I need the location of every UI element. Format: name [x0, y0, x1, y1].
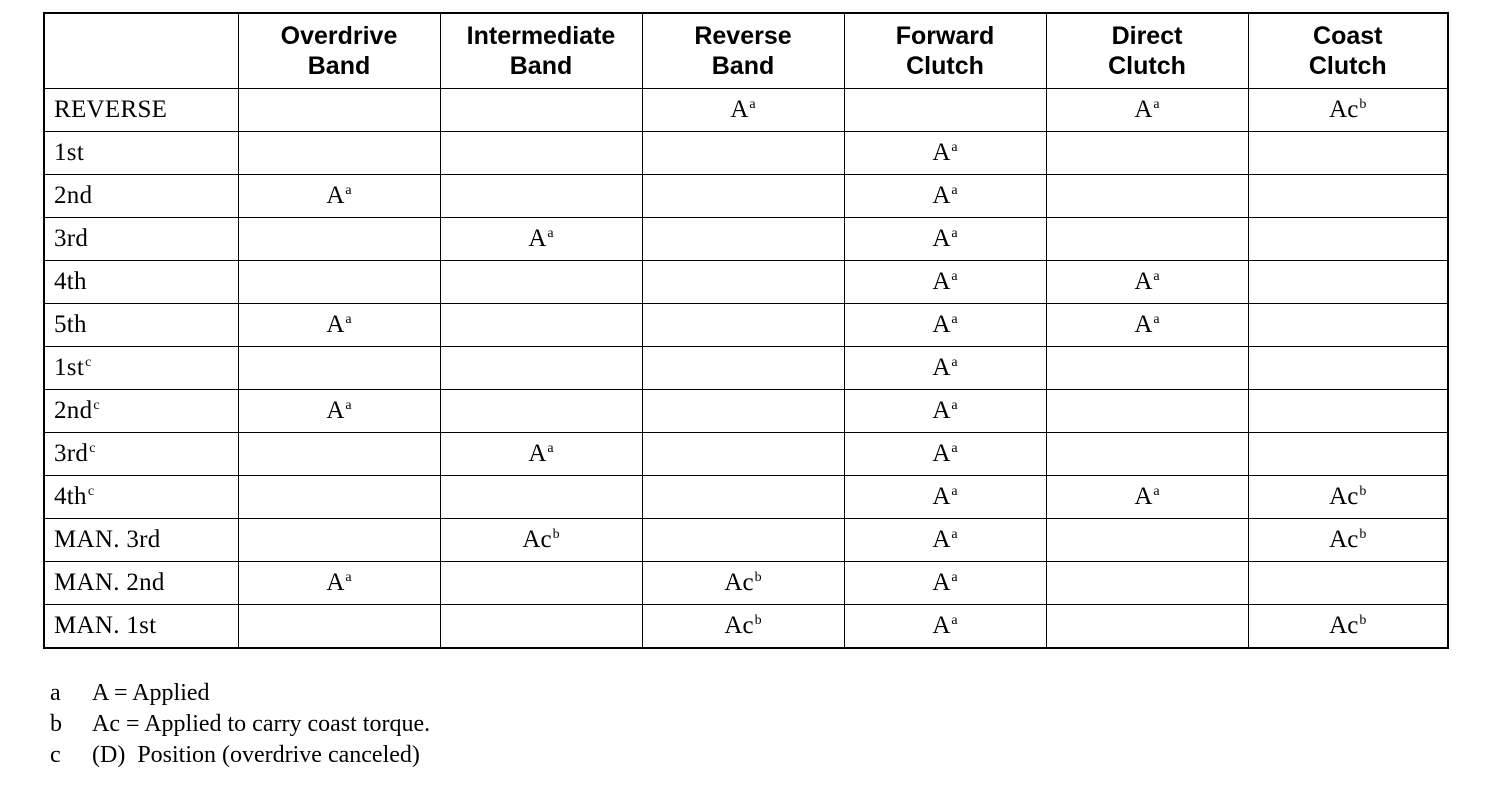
header-row: [44, 13, 1448, 89]
table-cell: [238, 519, 440, 562]
table-cell: [1248, 175, 1448, 218]
cell-value: Ac: [522, 526, 552, 553]
table-cell: [1046, 390, 1248, 433]
footnote-marker: b: [1359, 527, 1367, 542]
table-cell: [1248, 605, 1448, 649]
table-cell: [1248, 304, 1448, 347]
footnote-marker: a: [1153, 269, 1160, 284]
footnote-marker: b: [552, 527, 560, 542]
footnote-marker: a: [951, 527, 958, 542]
table-cell: [642, 89, 844, 132]
table-cell: [642, 562, 844, 605]
table-cell: [642, 605, 844, 649]
column-header-line: Band: [509, 52, 573, 80]
row-label: [44, 89, 238, 132]
column-header: [440, 13, 642, 89]
footnote-line: [50, 709, 430, 740]
table-row: [44, 476, 1448, 519]
cell-value: A: [528, 440, 547, 467]
table-cell: [238, 476, 440, 519]
footnote-marker: a: [345, 183, 352, 198]
table-cell: [440, 175, 642, 218]
table-row: [44, 347, 1448, 390]
table-cell: [1046, 175, 1248, 218]
footnote-key: c: [50, 742, 61, 768]
footnote-marker: a: [345, 398, 352, 413]
table-cell: [844, 218, 1046, 261]
table-cell: [440, 347, 642, 390]
cell-value: A: [932, 397, 951, 424]
row-label-text: 4th: [54, 483, 87, 510]
table-cell: [642, 132, 844, 175]
column-header: [642, 13, 844, 89]
table-cell: [1248, 476, 1448, 519]
table-cell: [844, 519, 1046, 562]
footnote-key: a: [50, 680, 61, 706]
table-cell: [1248, 132, 1448, 175]
column-header: [238, 13, 440, 89]
cell-value: A: [326, 311, 345, 338]
cell-value: A: [932, 354, 951, 381]
table-cell: [238, 132, 440, 175]
cell-value: Ac: [1329, 483, 1359, 510]
apply-chart-table: [43, 12, 1449, 649]
footnote-marker: a: [951, 570, 958, 585]
table-row: [44, 562, 1448, 605]
cell-value: A: [932, 612, 951, 639]
table-cell: [642, 433, 844, 476]
row-label: [44, 175, 238, 218]
cell-value: A: [932, 526, 951, 553]
table-cell: [238, 218, 440, 261]
cell-value: A: [932, 483, 951, 510]
table-cell: [238, 175, 440, 218]
table-cell: [844, 89, 1046, 132]
cell-value: A: [932, 311, 951, 338]
footnote-line: [50, 678, 430, 709]
table-cell: [844, 433, 1046, 476]
row-label: [44, 347, 238, 390]
column-header: [1248, 13, 1448, 89]
footnote-text: (D) Position (overdrive canceled): [92, 742, 420, 768]
cell-value: A: [932, 268, 951, 295]
footnote-marker: b: [1359, 484, 1367, 499]
row-label-text: MAN. 1st: [54, 612, 157, 639]
column-header: [844, 13, 1046, 89]
table-cell: [238, 562, 440, 605]
cell-value: A: [1134, 96, 1153, 123]
footnote-marker: c: [89, 441, 96, 456]
footnote-marker: b: [1359, 613, 1367, 628]
row-label: [44, 605, 238, 649]
table-cell: [238, 304, 440, 347]
table-row: [44, 175, 1448, 218]
table-cell: [844, 390, 1046, 433]
cell-value: A: [932, 182, 951, 209]
table-cell: [844, 605, 1046, 649]
column-header-line: Clutch: [1308, 52, 1387, 80]
table-cell: [642, 304, 844, 347]
table-cell: [440, 218, 642, 261]
table-cell: [238, 433, 440, 476]
row-label-text: 2nd: [54, 182, 93, 209]
table-cell: [844, 304, 1046, 347]
table-row: [44, 132, 1448, 175]
row-label-text: 5th: [54, 311, 87, 338]
column-header-line: Clutch: [1108, 52, 1186, 80]
cell-value: A: [528, 225, 547, 252]
table-cell: [440, 605, 642, 649]
table-cell: [440, 89, 642, 132]
footnote-marker: a: [1153, 312, 1160, 327]
table-row: [44, 218, 1448, 261]
table-cell: [1248, 347, 1448, 390]
table-cell: [1046, 218, 1248, 261]
footnote-marker: a: [345, 570, 352, 585]
table-cell: [844, 132, 1046, 175]
table-cell: [642, 218, 844, 261]
footnote-marker: a: [951, 140, 958, 155]
table-cell: [1248, 390, 1448, 433]
table-cell: [440, 433, 642, 476]
footnote-marker: b: [754, 570, 762, 585]
table-cell: [1046, 132, 1248, 175]
column-header-line: Clutch: [906, 52, 984, 80]
table-row: [44, 89, 1448, 132]
table-cell: [1046, 261, 1248, 304]
table-cell: [440, 519, 642, 562]
table-cell: [1046, 433, 1248, 476]
table-cell: [844, 261, 1046, 304]
footnote-marker: a: [951, 355, 958, 370]
table-row: [44, 390, 1448, 433]
table-cell: [440, 562, 642, 605]
footnote-marker: b: [754, 613, 762, 628]
row-label-text: 3rd: [54, 225, 89, 252]
cell-value: Ac: [724, 612, 754, 639]
table-cell: [238, 605, 440, 649]
table-cell: [238, 347, 440, 390]
table-cell: [844, 476, 1046, 519]
cell-value: A: [932, 440, 951, 467]
table-cell: [1248, 519, 1448, 562]
footnote-key: b: [50, 711, 62, 737]
table-cell: [844, 562, 1046, 605]
cell-value: A: [730, 96, 749, 123]
table-cell: [440, 132, 642, 175]
row-label: [44, 476, 238, 519]
table-cell: [1046, 89, 1248, 132]
table-row: [44, 605, 1448, 649]
footnote-marker: a: [951, 484, 958, 499]
footnote-marker: a: [951, 441, 958, 456]
table-cell: [642, 390, 844, 433]
row-label: [44, 304, 238, 347]
row-label-text: 4th: [54, 268, 87, 295]
table-body: [44, 89, 1448, 649]
footnote-marker: a: [547, 441, 554, 456]
footnotes: [50, 678, 430, 771]
table-cell: [642, 175, 844, 218]
table-cell: [844, 175, 1046, 218]
table-row: [44, 519, 1448, 562]
table-cell: [440, 390, 642, 433]
table-cell: [440, 304, 642, 347]
column-header-line: Forward: [895, 22, 995, 50]
row-label: [44, 218, 238, 261]
footnote-marker: a: [345, 312, 352, 327]
row-label-text: 1st: [54, 139, 85, 166]
table-cell: [1046, 519, 1248, 562]
cell-value: Ac: [1329, 526, 1359, 553]
table-cell: [238, 89, 440, 132]
footnote-marker: a: [547, 226, 554, 241]
footnote-marker: a: [951, 398, 958, 413]
table-cell: [642, 261, 844, 304]
footnote-marker: a: [1153, 484, 1160, 499]
row-label-text: MAN. 2nd: [54, 569, 165, 596]
footnote-line: [50, 740, 430, 771]
cell-value: A: [326, 569, 345, 596]
table-cell: [1248, 89, 1448, 132]
row-label-text: 2nd: [54, 397, 93, 424]
cell-value: A: [932, 225, 951, 252]
cell-value: A: [326, 397, 345, 424]
table-row: [44, 304, 1448, 347]
table-cell: [1046, 476, 1248, 519]
column-header-line: Intermediate: [466, 22, 616, 50]
cell-value: Ac: [1329, 96, 1359, 123]
column-header-line: Coast: [1313, 22, 1383, 50]
cell-value: A: [1134, 483, 1153, 510]
table-cell: [1046, 304, 1248, 347]
table-cell: [1248, 218, 1448, 261]
row-label: [44, 390, 238, 433]
table-cell: [642, 519, 844, 562]
table-cell: [238, 261, 440, 304]
table-cell: [1248, 433, 1448, 476]
cell-value: A: [1134, 311, 1153, 338]
column-header-line: Direct: [1111, 22, 1183, 50]
table-cell: [238, 390, 440, 433]
row-label-text: 3rd: [54, 440, 89, 467]
column-header-line: Reverse: [694, 22, 792, 50]
footnote-marker: a: [951, 226, 958, 241]
table-cell: [1046, 562, 1248, 605]
footnote-marker: c: [87, 484, 95, 499]
header-corner-cell: [44, 13, 238, 89]
table-row: [44, 261, 1448, 304]
row-label: [44, 562, 238, 605]
cell-value: A: [326, 182, 345, 209]
row-label: [44, 261, 238, 304]
footnote-marker: b: [1359, 97, 1367, 112]
row-label-text: REVERSE: [54, 96, 168, 123]
table-cell: [844, 347, 1046, 390]
footnote-marker: a: [951, 269, 958, 284]
table-cell: [1248, 562, 1448, 605]
footnote-marker: a: [749, 97, 756, 112]
row-label: [44, 132, 238, 175]
cell-value: A: [1134, 268, 1153, 295]
table-header: [44, 13, 1448, 89]
cell-value: Ac: [1329, 612, 1359, 639]
cell-value: Ac: [724, 569, 754, 596]
footnote-marker: c: [93, 398, 100, 413]
table-row: [44, 433, 1448, 476]
table-cell: [1046, 605, 1248, 649]
cell-value: A: [932, 569, 951, 596]
cell-value: A: [932, 139, 951, 166]
table-cell: [642, 476, 844, 519]
table-cell: [1046, 347, 1248, 390]
footnote-marker: a: [951, 312, 958, 327]
footnote-text: A = Applied: [92, 680, 210, 706]
column-header: [1046, 13, 1248, 89]
table-cell: [440, 476, 642, 519]
row-label-text: 1st: [54, 354, 85, 381]
row-label-text: MAN. 3rd: [54, 526, 161, 553]
row-label: [44, 519, 238, 562]
column-header-line: Overdrive: [280, 22, 398, 50]
footnote-marker: a: [951, 613, 958, 628]
column-header-line: Band: [711, 52, 775, 80]
table-cell: [642, 347, 844, 390]
column-header-line: Band: [307, 52, 371, 80]
footnote-marker: c: [85, 355, 92, 370]
table-cell: [440, 261, 642, 304]
footnote-marker: a: [1153, 97, 1160, 112]
footnote-marker: a: [951, 183, 958, 198]
table-cell: [1248, 261, 1448, 304]
footnote-text: Ac = Applied to carry coast torque.: [92, 711, 431, 737]
row-label: [44, 433, 238, 476]
